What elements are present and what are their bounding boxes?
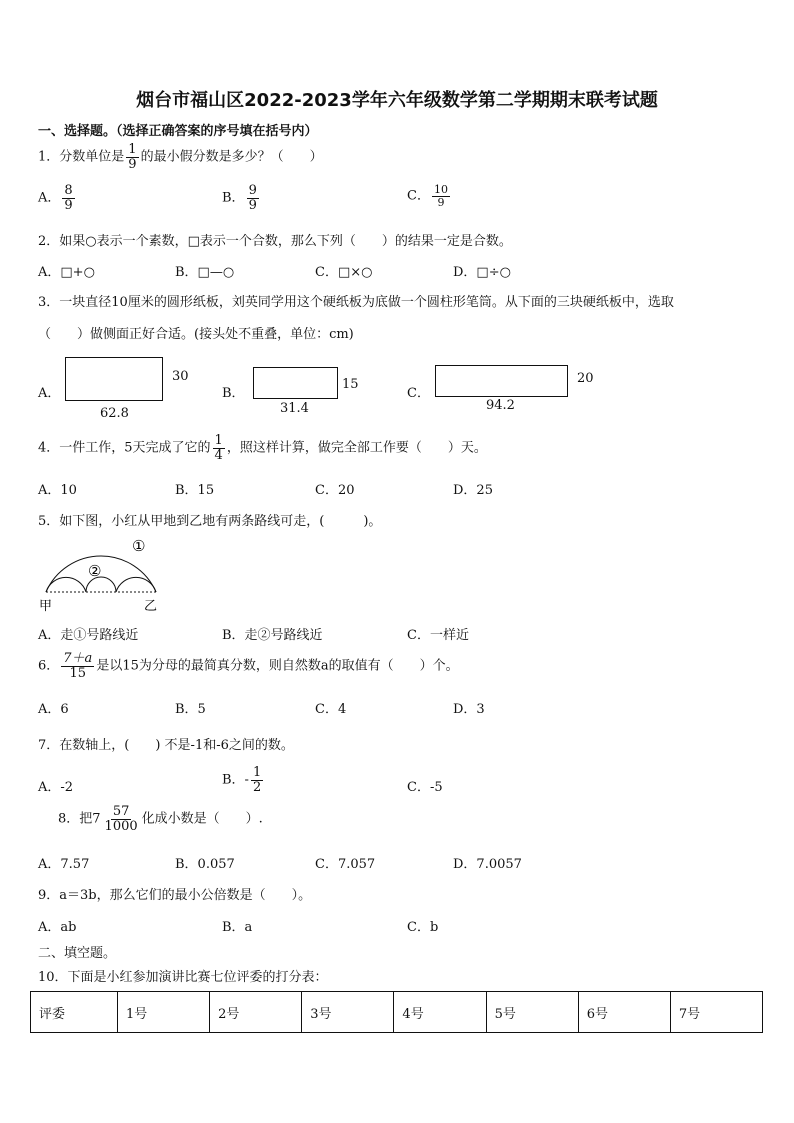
q3-option-c-height: 20 (577, 371, 594, 386)
q5-option-b: B．走②号路线近 (222, 628, 323, 643)
q3-option-c-label: C． (407, 386, 430, 401)
q6-option-a: A．6 (38, 702, 69, 717)
q7-option-c: C．-5 (407, 780, 443, 795)
question-2: 2．如果○表示一个素数，□表示一个合数，那么下列（ ）的结果一定是合数。 (38, 234, 512, 249)
q3-option-c-rectangle (435, 365, 568, 397)
q6-option-d: D．3 (453, 702, 485, 717)
q1-option-b: B． $\frac{9}{9}$ (222, 183, 257, 213)
q3-option-a-rectangle (65, 357, 163, 401)
question-9: 9．a＝3b，那么它们的最小公倍数是（ ）。 (38, 888, 312, 903)
question-7: 7．在数轴上，( ) 不是-1和-6之间的数。 (38, 738, 294, 753)
q5-option-a: A．走①号路线近 (38, 628, 139, 643)
q4-option-a: A．10 (38, 483, 77, 498)
section-heading-2: 二、填空题。 (38, 946, 117, 961)
q4-option-d: D．25 (453, 483, 493, 498)
q1-pre: 分数单位是 (59, 149, 125, 165)
q7-option-b: B．- $\frac{1}{2}$ (222, 765, 262, 795)
q6-option-c: C．4 (315, 702, 347, 717)
q3-option-a-width: 62.8 (100, 406, 129, 421)
table-cell: 评委 (31, 992, 118, 1033)
q3-option-b-width: 31.4 (280, 401, 309, 416)
q1-number: 1． (38, 149, 60, 165)
question-1 (38, 143, 323, 171)
q7-option-a: A．-2 (38, 780, 74, 795)
q4-option-c: C．20 (315, 483, 355, 498)
table-cell: 1号 (118, 992, 210, 1033)
table-row (31, 992, 763, 1033)
question-3-line-1: 3．一块直径10厘米的圆形纸板，刘英同学用这个硬纸板为底做一个圆柱形笔筒。从下面的三块硬纸板中，选取 (38, 295, 674, 310)
q3-option-b-label: B． (222, 386, 245, 401)
q2-option-c: C．□×○ (315, 265, 373, 280)
question-6: 6． $\frac{7+a}{15}$ 是以15为分母的最简真分数，则自然数a的取值有（ ）个。 (38, 651, 459, 681)
route-2-arc-left (46, 577, 86, 592)
q3-option-a-height: 30 (172, 369, 189, 384)
q6-fraction: $\frac{7+a}{15}$ (63, 651, 93, 681)
q3-option-b-height: 15 (342, 377, 359, 392)
q1-post: 的最小假分数是多少？（ ） (140, 149, 323, 165)
q6-option-b: B．5 (175, 702, 206, 717)
q4-option-b: B．15 (175, 483, 215, 498)
page-title: 烟台市福山区2022-2023学年六年级数学第二学期期末联考试题 (136, 90, 658, 111)
route-2-arc-right (116, 577, 156, 592)
route-2-label: ② (88, 562, 102, 580)
question-5: 5．如下图，小红从甲地到乙地有两条路线可走，( )。 (38, 514, 382, 529)
q1-option-c: C． $\frac{10}{9}$ (407, 183, 448, 209)
q2-option-b: B．□—○ (175, 265, 235, 280)
q8-option-a: A．7.57 (38, 857, 90, 872)
q8-option-b: B．0.057 (175, 857, 235, 872)
q9-option-a: A．ab (38, 920, 77, 935)
judges-score-table (30, 991, 763, 1033)
table-cell: 3号 (302, 992, 394, 1033)
table-cell: 5号 (486, 992, 578, 1033)
table-cell: 7号 (670, 992, 762, 1033)
q9-option-b: B．a (222, 920, 253, 935)
table-cell: 2号 (210, 992, 302, 1033)
question-4: 4．一件工作，5天完成了它的 $\frac{1}{4}$ ，照这样计算，做完全部工作要（ ）天。 (38, 433, 487, 463)
section-heading-1: 一、选择题。（选择正确答案的序号填在括号内） (38, 124, 318, 139)
end-label: 乙 (144, 599, 158, 614)
q2-option-d: D．□÷○ (453, 265, 511, 280)
q4-fraction: $\frac{1}{4}$ (214, 433, 223, 463)
q8-option-d: D．7.0057 (453, 857, 522, 872)
table-cell: 6号 (578, 992, 670, 1033)
q8-option-c: C．7.057 (315, 857, 376, 872)
q3-option-b-rectangle (253, 367, 338, 399)
q9-option-c: C．b (407, 920, 439, 935)
q5-route-figure (36, 532, 166, 614)
question-10: 10．下面是小红参加演讲比赛七位评委的打分表： (38, 970, 328, 985)
question-8: 8．把7 $\frac{57}{1000}$ 化成小数是（ ）. (58, 804, 263, 834)
q1-fraction: $\frac{1}{9}$ (128, 142, 137, 172)
table-cell: 4号 (394, 992, 486, 1033)
route-1-label: ① (132, 537, 146, 555)
q3-option-a-label: A． (38, 386, 61, 401)
q2-option-a: A．□+○ (38, 265, 95, 280)
q5-option-c: C．一样近 (407, 628, 469, 643)
question-3-line-2: （ ）做侧面正好合适。(接头处不重叠，单位：cm) (38, 327, 354, 342)
start-label: 甲 (39, 599, 53, 614)
q3-option-c-width: 94.2 (486, 398, 515, 413)
q8-fraction: $\frac{57}{1000}$ (104, 804, 138, 834)
q1-option-a: A． $\frac{8}{9}$ (38, 183, 73, 213)
